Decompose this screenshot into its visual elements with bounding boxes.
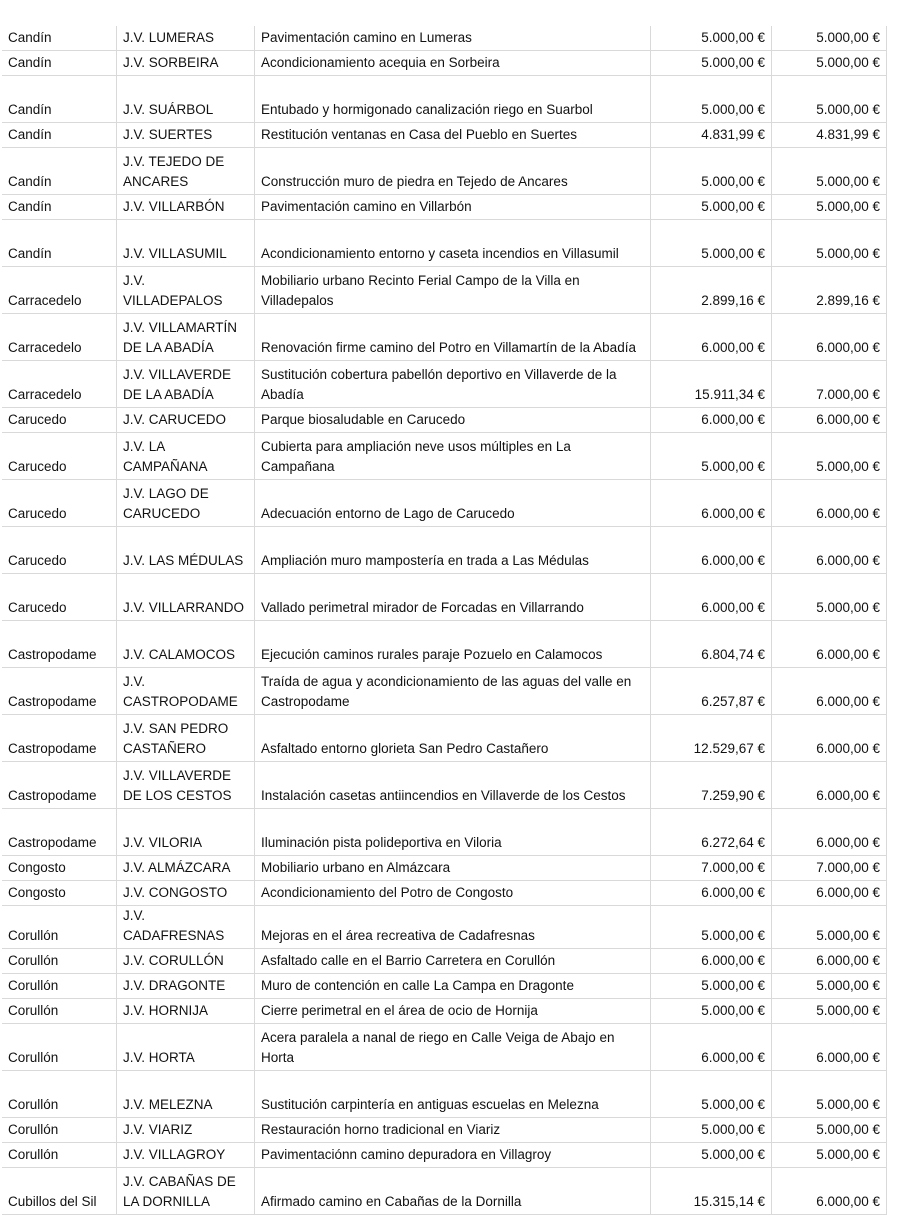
cell-budget: 6.804,74 € [651,621,772,668]
table-row [2,123,887,148]
cell-budget: 4.831,99 € [651,123,772,148]
table-row [2,361,887,408]
cell-entity: J.V. VIARIZ [117,1118,255,1143]
cell-entity: J.V. CARUCEDO [117,408,255,433]
cell-project: Restitución ventanas en Casa del Pueblo en Suertes [255,123,651,148]
cell-budget: 7.259,90 € [651,762,772,809]
cell-entity: J.V. VILLAVERDE DE LOS CESTOS [117,762,255,809]
table-row [2,715,887,762]
cell-project: Ejecución caminos rurales paraje Pozuelo en Calamocos [255,621,651,668]
cell-grant: 7.000,00 € [772,856,887,881]
table-row [2,1071,887,1118]
table-row [2,999,887,1024]
cell-entity: J.V. SUERTES [117,123,255,148]
cell-municipality: Candín [2,76,117,123]
cell-grant: 5.000,00 € [772,195,887,220]
cell-grant: 5.000,00 € [772,76,887,123]
cell-budget: 5.000,00 € [651,1143,772,1168]
cell-budget: 5.000,00 € [651,148,772,195]
cell-municipality: Candín [2,51,117,76]
cell-grant: 5.000,00 € [772,26,887,51]
cell-project: Traída de agua y acondicionamiento de las aguas del valle en Castropodame [255,668,651,715]
cell-budget: 5.000,00 € [651,974,772,999]
cell-project: Acondicionamiento acequia en Sorbeira [255,51,651,76]
cell-entity: J.V. VILLARRANDO [117,574,255,621]
cell-project: Asfaltado calle en el Barrio Carretera en Corullón [255,949,651,974]
table-row [2,148,887,195]
cell-grant: 6.000,00 € [772,480,887,527]
cell-project: Mobiliario urbano en Almázcara [255,856,651,881]
cell-budget: 6.000,00 € [651,480,772,527]
cell-municipality: Castropodame [2,621,117,668]
cell-grant: 6.000,00 € [772,527,887,574]
cell-municipality: Corullón [2,1143,117,1168]
table-row [2,433,887,480]
cell-entity: J.V. VILLAMARTÍN DE LA ABADÍA [117,314,255,361]
cell-municipality: Corullón [2,1118,117,1143]
cell-municipality: Candín [2,148,117,195]
table-row [2,220,887,267]
cell-entity: J.V. CASTROPODAME [117,668,255,715]
cell-municipality: Carucedo [2,574,117,621]
table-body [2,26,887,1215]
table-row [2,26,887,51]
cell-grant: 5.000,00 € [772,574,887,621]
table-row [2,621,887,668]
subsidy-table [2,26,887,1215]
cell-grant: 5.000,00 € [772,999,887,1024]
cell-budget: 5.000,00 € [651,433,772,480]
cell-budget: 5.000,00 € [651,220,772,267]
cell-grant: 6.000,00 € [772,949,887,974]
cell-project: Construcción muro de piedra en Tejedo de Ancares [255,148,651,195]
table-row [2,762,887,809]
cell-grant: 6.000,00 € [772,1168,887,1215]
cell-grant: 6.000,00 € [772,715,887,762]
cell-project: Acera paralela a nanal de riego en Calle Veiga de Abajo en Horta [255,1024,651,1071]
cell-budget: 5.000,00 € [651,906,772,949]
cell-grant: 6.000,00 € [772,621,887,668]
cell-grant: 6.000,00 € [772,668,887,715]
cell-project: Parque biosaludable en Carucedo [255,408,651,433]
cell-budget: 2.899,16 € [651,267,772,314]
cell-entity: J.V. VILLASUMIL [117,220,255,267]
cell-entity: J.V. LA CAMPAÑANA [117,433,255,480]
table-row [2,76,887,123]
cell-entity: J.V. VILORIA [117,809,255,856]
cell-project: Entubado y hormigonado canalización riego en Suarbol [255,76,651,123]
cell-budget: 5.000,00 € [651,26,772,51]
table-row [2,1024,887,1071]
cell-grant: 5.000,00 € [772,1071,887,1118]
cell-municipality: Carracedelo [2,314,117,361]
cell-project: Restauración horno tradicional en Viariz [255,1118,651,1143]
cell-municipality: Candín [2,123,117,148]
cell-grant: 6.000,00 € [772,881,887,906]
cell-budget: 5.000,00 € [651,1118,772,1143]
cell-entity: J.V. CALAMOCOS [117,621,255,668]
cell-budget: 6.000,00 € [651,408,772,433]
cell-grant: 5.000,00 € [772,906,887,949]
cell-budget: 6.272,64 € [651,809,772,856]
cell-grant: 4.831,99 € [772,123,887,148]
cell-project: Cierre perimetral en el área de ocio de Hornija [255,999,651,1024]
cell-budget: 5.000,00 € [651,999,772,1024]
cell-municipality: Congosto [2,881,117,906]
cell-project: Cubierta para ampliación neve usos múltiples en La Campañana [255,433,651,480]
table-row [2,267,887,314]
table-row [2,668,887,715]
table-row [2,527,887,574]
cell-budget: 5.000,00 € [651,76,772,123]
cell-entity: J.V. CABAÑAS DE LA DORNILLA [117,1168,255,1215]
cell-grant: 5.000,00 € [772,220,887,267]
cell-municipality: Castropodame [2,762,117,809]
cell-project: Renovación firme camino del Potro en Villamartín de la Abadía [255,314,651,361]
cell-entity: J.V. LUMERAS [117,26,255,51]
cell-entity: J.V. VILLARBÓN [117,195,255,220]
table-row [2,1118,887,1143]
cell-budget: 6.000,00 € [651,881,772,906]
cell-project: Adecuación entorno de Lago de Carucedo [255,480,651,527]
cell-grant: 5.000,00 € [772,974,887,999]
cell-municipality: Candín [2,26,117,51]
cell-municipality: Carucedo [2,433,117,480]
cell-municipality: Corullón [2,1071,117,1118]
cell-entity: J.V. HORTA [117,1024,255,1071]
cell-grant: 6.000,00 € [772,1024,887,1071]
cell-project: Vallado perimetral mirador de Forcadas en Villarrando [255,574,651,621]
cell-municipality: Corullón [2,974,117,999]
cell-entity: J.V. CONGOSTO [117,881,255,906]
cell-municipality: Carracedelo [2,361,117,408]
cell-budget: 6.000,00 € [651,527,772,574]
table-row [2,574,887,621]
cell-project: Asfaltado entorno glorieta San Pedro Castañero [255,715,651,762]
cell-budget: 7.000,00 € [651,856,772,881]
cell-project: Mejoras en el área recreativa de Cadafresnas [255,906,651,949]
cell-entity: J.V. VILLAVERDE DE LA ABADÍA [117,361,255,408]
cell-grant: 6.000,00 € [772,809,887,856]
cell-municipality: Carucedo [2,408,117,433]
table-row [2,1143,887,1168]
cell-project: Muro de contención en calle La Campa en Dragonte [255,974,651,999]
cell-grant: 5.000,00 € [772,51,887,76]
cell-grant: 7.000,00 € [772,361,887,408]
cell-entity: J.V. VILLADEPALOS [117,267,255,314]
cell-project: Afirmado camino en Cabañas de la Dornilla [255,1168,651,1215]
cell-grant: 6.000,00 € [772,408,887,433]
cell-entity: J.V. MELEZNA [117,1071,255,1118]
cell-project: Acondicionamiento entorno y caseta incendios en Villasumil [255,220,651,267]
cell-project: Instalación casetas antiincendios en Villaverde de los Cestos [255,762,651,809]
cell-project: Pavimentación camino en Villarbón [255,195,651,220]
cell-budget: 6.000,00 € [651,314,772,361]
cell-grant: 5.000,00 € [772,1118,887,1143]
cell-grant: 6.000,00 € [772,762,887,809]
cell-budget: 12.529,67 € [651,715,772,762]
cell-budget: 5.000,00 € [651,1071,772,1118]
table-row [2,480,887,527]
table-row [2,51,887,76]
cell-entity: J.V. LAGO DE CARUCEDO [117,480,255,527]
cell-grant: 2.899,16 € [772,267,887,314]
cell-project: Mobiliario urbano Recinto Ferial Campo de la Villa en Villadepalos [255,267,651,314]
cell-entity: J.V. CADAFRESNAS [117,906,255,949]
cell-project: Sustitución cobertura pabellón deportivo en Villaverde de la Abadía [255,361,651,408]
cell-municipality: Corullón [2,949,117,974]
cell-budget: 15.911,34 € [651,361,772,408]
cell-municipality: Castropodame [2,668,117,715]
cell-municipality: Candín [2,195,117,220]
cell-municipality: Castropodame [2,809,117,856]
cell-entity: J.V. SORBEIRA [117,51,255,76]
cell-municipality: Corullón [2,1024,117,1071]
table-row [2,314,887,361]
table-row [2,906,887,949]
cell-entity: J.V. CORULLÓN [117,949,255,974]
cell-project: Acondicionamiento del Potro de Congosto [255,881,651,906]
cell-grant: 5.000,00 € [772,433,887,480]
cell-entity: J.V. ALMÁZCARA [117,856,255,881]
cell-budget: 6.000,00 € [651,574,772,621]
cell-entity: J.V. HORNIJA [117,999,255,1024]
cell-municipality: Carracedelo [2,267,117,314]
cell-budget: 5.000,00 € [651,51,772,76]
cell-entity: J.V. TEJEDO DE ANCARES [117,148,255,195]
table-row [2,195,887,220]
cell-project: Ampliación muro mampostería en trada a Las Médulas [255,527,651,574]
cell-entity: J.V. DRAGONTE [117,974,255,999]
cell-municipality: Corullón [2,906,117,949]
table-row [2,974,887,999]
cell-entity: J.V. SAN PEDRO CASTAÑERO [117,715,255,762]
cell-entity: J.V. SUÁRBOL [117,76,255,123]
cell-entity: J.V. VILLAGROY [117,1143,255,1168]
table-row [2,1168,887,1215]
cell-budget: 6.257,87 € [651,668,772,715]
cell-municipality: Corullón [2,999,117,1024]
cell-budget: 15.315,14 € [651,1168,772,1215]
cell-municipality: Cubillos del Sil [2,1168,117,1215]
table-row [2,809,887,856]
cell-grant: 5.000,00 € [772,1143,887,1168]
cell-municipality: Candín [2,220,117,267]
cell-grant: 5.000,00 € [772,148,887,195]
table-row [2,949,887,974]
cell-entity: J.V. LAS MÉDULAS [117,527,255,574]
table-row [2,856,887,881]
cell-budget: 6.000,00 € [651,949,772,974]
cell-municipality: Castropodame [2,715,117,762]
cell-budget: 6.000,00 € [651,1024,772,1071]
table-row [2,881,887,906]
cell-municipality: Carucedo [2,480,117,527]
cell-grant: 6.000,00 € [772,314,887,361]
cell-municipality: Congosto [2,856,117,881]
cell-project: Sustitución carpintería en antiguas escuelas en Melezna [255,1071,651,1118]
cell-budget: 5.000,00 € [651,195,772,220]
cell-project: Pavimentación camino en Lumeras [255,26,651,51]
cell-project: Pavimentaciónn camino depuradora en Villagroy [255,1143,651,1168]
table-row [2,408,887,433]
cell-project: Iluminación pista polideportiva en Viloria [255,809,651,856]
cell-municipality: Carucedo [2,527,117,574]
